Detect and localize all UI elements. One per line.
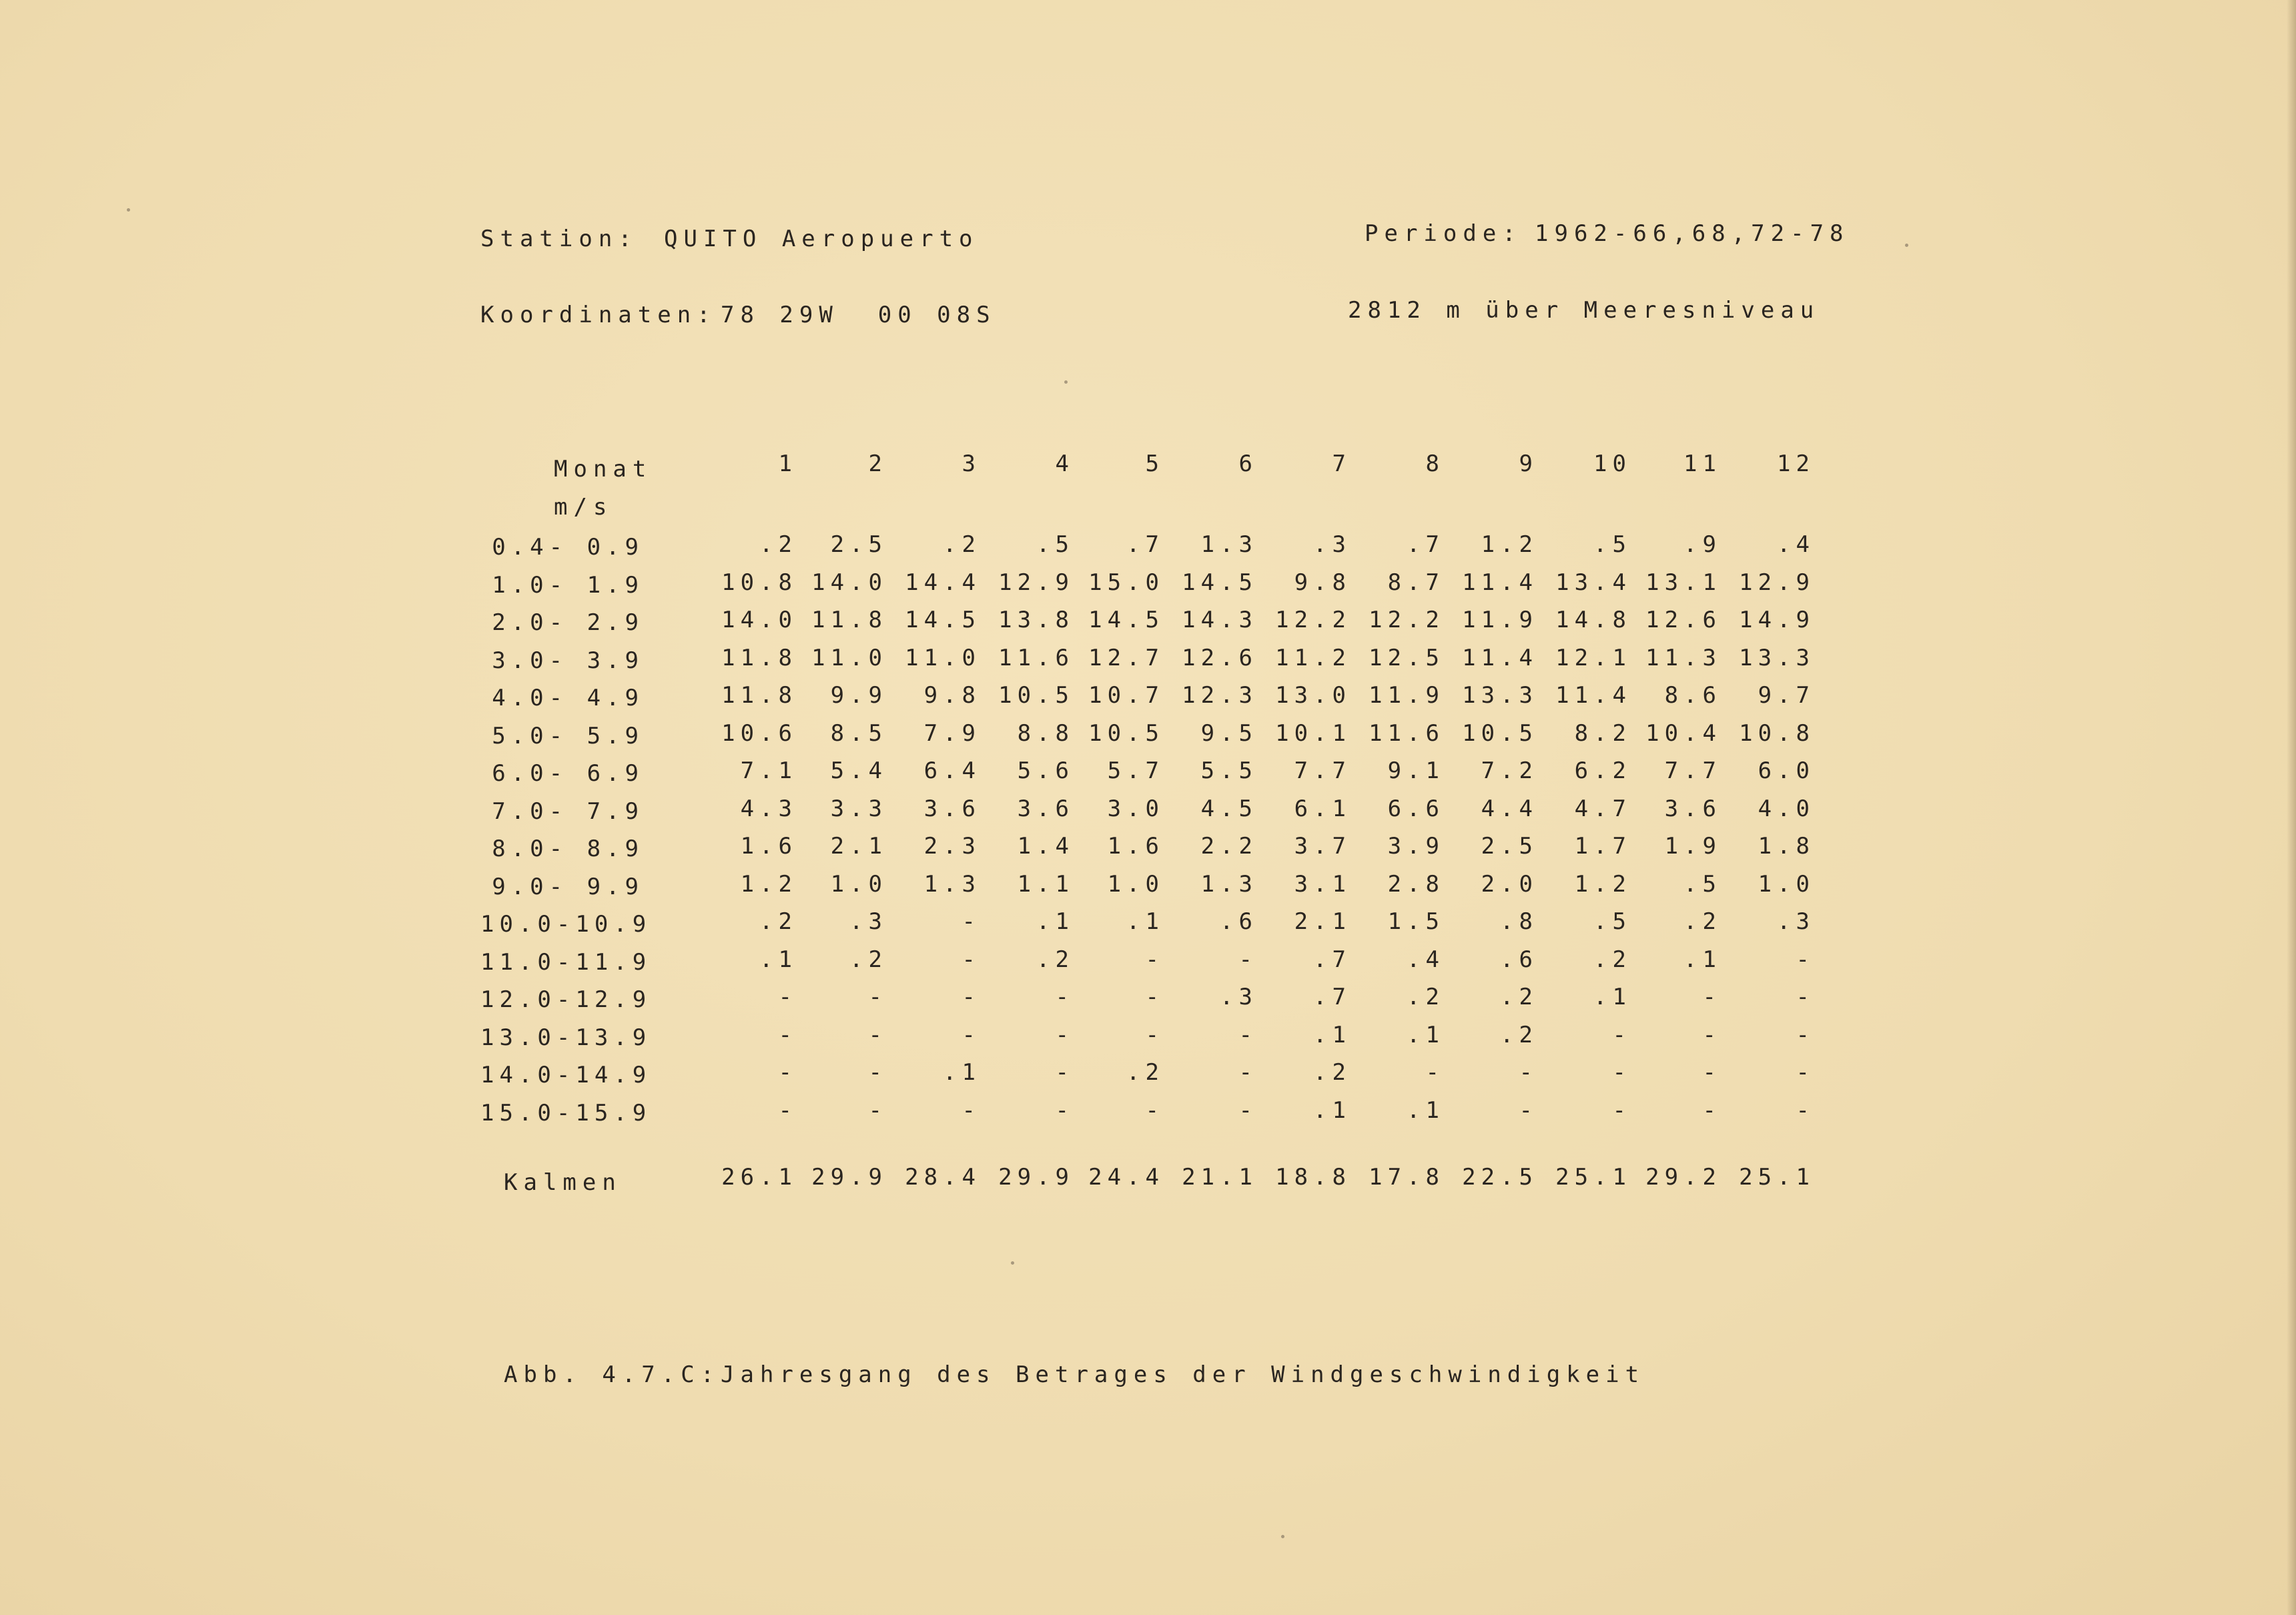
- table-cell: .7: [1407, 531, 1445, 558]
- table-cell: 11.4: [1462, 569, 1538, 596]
- table-cell: 5.7: [1107, 757, 1164, 784]
- table-cell: .1: [1313, 1022, 1351, 1048]
- table-cell: 12.1: [1555, 645, 1631, 671]
- paper-speck: [1281, 1535, 1284, 1538]
- table-cell: .2: [1500, 984, 1538, 1010]
- table-cell: .6: [1220, 908, 1258, 935]
- table-cell: 11.2: [1275, 645, 1351, 671]
- table-cell: 11.0: [811, 645, 887, 671]
- month-number: 9: [1519, 450, 1538, 477]
- figure-number: Abb. 4.7.C:: [504, 1361, 721, 1388]
- table-cell: 12.9: [1739, 569, 1815, 596]
- table-cell: -: [962, 946, 981, 973]
- table-cell: -: [1796, 1097, 1815, 1124]
- table-cell: 10.8: [721, 569, 797, 596]
- table-cell: -: [1145, 946, 1164, 973]
- table-cell: -: [962, 1097, 981, 1124]
- table-cell: 3.6: [1017, 795, 1074, 822]
- speed-class-label: 9.0- 9.9: [492, 874, 644, 900]
- table-cell: 1.6: [740, 833, 797, 860]
- table-cell: 7.7: [1664, 757, 1721, 784]
- table-cell: .7: [1313, 984, 1351, 1010]
- table-cell: 14.0: [811, 569, 887, 596]
- paper-speck: [1064, 380, 1068, 384]
- table-cell: 10.5: [998, 682, 1074, 709]
- month-number: 10: [1593, 450, 1631, 477]
- table-cell: .1: [1683, 946, 1721, 973]
- calm-value: 25.1: [1739, 1164, 1815, 1191]
- table-cell: .5: [1036, 531, 1074, 558]
- unit-header: m/s: [554, 494, 613, 521]
- table-cell: .8: [1500, 908, 1538, 935]
- coordinates-value: 78 29W 00 08S: [721, 302, 996, 328]
- table-cell: 6.4: [923, 757, 981, 784]
- table-cell: -: [868, 1022, 887, 1048]
- table-cell: 11.8: [811, 607, 887, 633]
- table-cell: 14.5: [1182, 569, 1258, 596]
- table-cell: 6.2: [1574, 757, 1631, 784]
- table-cell: 1.8: [1758, 833, 1815, 860]
- table-cell: -: [962, 908, 981, 935]
- table-cell: -: [1238, 1097, 1258, 1124]
- table-cell: -: [868, 1097, 887, 1124]
- table-cell: 10.8: [1739, 720, 1815, 747]
- table-cell: 1.0: [1758, 871, 1815, 898]
- table-cell: 12.6: [1182, 645, 1258, 671]
- table-cell: 9.9: [830, 682, 887, 709]
- table-cell: -: [1145, 1097, 1164, 1124]
- table-cell: 3.1: [1294, 871, 1351, 898]
- table-cell: 1.0: [830, 871, 887, 898]
- month-header: Monat: [554, 456, 653, 482]
- table-cell: .4: [1777, 531, 1815, 558]
- table-cell: 8.5: [830, 720, 887, 747]
- table-cell: 11.8: [721, 682, 797, 709]
- table-cell: 3.3: [830, 795, 887, 822]
- table-cell: 13.0: [1275, 682, 1351, 709]
- table-cell: .2: [1683, 908, 1721, 935]
- table-cell: -: [1055, 1059, 1074, 1086]
- table-cell: .1: [759, 946, 797, 973]
- table-cell: 13.8: [998, 607, 1074, 633]
- month-number: 1: [778, 450, 797, 477]
- calm-value: 25.1: [1555, 1164, 1631, 1191]
- paper-speck: [1011, 1261, 1014, 1265]
- speed-class-label: 3.0- 3.9: [492, 647, 644, 674]
- table-cell: 15.0: [1088, 569, 1164, 596]
- table-cell: -: [1055, 984, 1074, 1010]
- speed-class-label: 7.0- 7.9: [492, 798, 644, 825]
- table-cell: .5: [1593, 531, 1631, 558]
- table-cell: .2: [1313, 1059, 1351, 1086]
- table-cell: 9.5: [1200, 720, 1258, 747]
- table-cell: .1: [1313, 1097, 1351, 1124]
- table-cell: 2.3: [923, 833, 981, 860]
- table-cell: .2: [1407, 984, 1445, 1010]
- table-cell: 11.4: [1462, 645, 1538, 671]
- table-cell: 9.8: [923, 682, 981, 709]
- table-cell: 9.8: [1294, 569, 1351, 596]
- table-cell: 13.3: [1462, 682, 1538, 709]
- table-cell: 13.3: [1739, 645, 1815, 671]
- table-cell: .1: [1126, 908, 1164, 935]
- table-cell: .3: [1313, 531, 1351, 558]
- table-cell: 1.9: [1664, 833, 1721, 860]
- table-cell: .2: [849, 946, 887, 973]
- calm-value: 21.1: [1182, 1164, 1258, 1191]
- elevation: 2812 m über Meeresniveau: [1348, 297, 1820, 324]
- table-cell: 1.3: [1200, 531, 1258, 558]
- table-cell: 8.8: [1017, 720, 1074, 747]
- table-cell: 7.1: [740, 757, 797, 784]
- table-cell: .7: [1126, 531, 1164, 558]
- table-cell: 1.7: [1574, 833, 1631, 860]
- table-cell: .2: [759, 531, 797, 558]
- speed-class-label: 0.4- 0.9: [492, 534, 644, 561]
- table-cell: -: [1145, 1022, 1164, 1048]
- table-cell: -: [778, 1097, 797, 1124]
- month-number: 5: [1145, 450, 1164, 477]
- table-cell: -: [1796, 946, 1815, 973]
- table-cell: .7: [1313, 946, 1351, 973]
- table-cell: .1: [1407, 1022, 1445, 1048]
- period-label: Periode:: [1365, 220, 1522, 247]
- table-cell: 14.3: [1182, 607, 1258, 633]
- table-cell: .5: [1683, 871, 1721, 898]
- table-cell: -: [1425, 1059, 1445, 1086]
- speed-class-label: 4.0- 4.9: [492, 685, 644, 711]
- table-cell: 11.9: [1462, 607, 1538, 633]
- table-cell: .2: [943, 531, 981, 558]
- table-cell: .1: [1593, 984, 1631, 1010]
- table-cell: .5: [1593, 908, 1631, 935]
- table-cell: 12.9: [998, 569, 1074, 596]
- table-cell: 1.3: [1200, 871, 1258, 898]
- table-cell: 11.8: [721, 645, 797, 671]
- table-cell: -: [1702, 984, 1721, 1010]
- table-cell: 6.1: [1294, 795, 1351, 822]
- month-number: 8: [1425, 450, 1445, 477]
- table-cell: -: [778, 1059, 797, 1086]
- speed-class-label: 8.0- 8.9: [492, 836, 644, 862]
- calm-value: 22.5: [1462, 1164, 1538, 1191]
- paper-speck: [1905, 244, 1908, 247]
- table-cell: 4.4: [1481, 795, 1538, 822]
- figure-caption: Jahresgang des Betrages der Windgeschwindigkeit: [721, 1361, 1645, 1388]
- table-cell: 4.7: [1574, 795, 1631, 822]
- table-cell: .3: [849, 908, 887, 935]
- speed-class-label: 6.0- 6.9: [492, 760, 644, 787]
- table-cell: 8.2: [1574, 720, 1631, 747]
- table-cell: 4.3: [740, 795, 797, 822]
- month-number: 11: [1683, 450, 1721, 477]
- speed-class-label: 10.0-10.9: [480, 911, 652, 938]
- table-cell: 2.5: [830, 531, 887, 558]
- table-cell: 14.5: [905, 607, 981, 633]
- table-cell: .2: [1500, 1022, 1538, 1048]
- calm-value: 28.4: [905, 1164, 981, 1191]
- table-cell: 14.4: [905, 569, 981, 596]
- table-cell: -: [868, 1059, 887, 1086]
- table-cell: -: [1145, 984, 1164, 1010]
- table-cell: .9: [1683, 531, 1721, 558]
- station-name: QUITO Aeropuerto: [664, 226, 979, 252]
- table-cell: 1.0: [1107, 871, 1164, 898]
- table-cell: 12.6: [1645, 607, 1721, 633]
- table-cell: -: [1796, 984, 1815, 1010]
- table-cell: 12.5: [1369, 645, 1445, 671]
- table-cell: 4.0: [1758, 795, 1815, 822]
- table-cell: -: [962, 1022, 981, 1048]
- table-cell: -: [1238, 946, 1258, 973]
- calm-value: 24.4: [1088, 1164, 1164, 1191]
- table-cell: 10.5: [1088, 720, 1164, 747]
- table-cell: 2.1: [830, 833, 887, 860]
- page-edge: [2287, 0, 2296, 1615]
- table-cell: -: [1238, 1022, 1258, 1048]
- table-cell: 11.6: [998, 645, 1074, 671]
- table-cell: 11.0: [905, 645, 981, 671]
- station-label: Station:: [480, 226, 638, 252]
- table-cell: -: [1702, 1059, 1721, 1086]
- table-cell: 12.2: [1275, 607, 1351, 633]
- table-cell: 2.8: [1387, 871, 1445, 898]
- month-number: 3: [962, 450, 981, 477]
- table-cell: 12.7: [1088, 645, 1164, 671]
- table-cell: 14.9: [1739, 607, 1815, 633]
- table-cell: 2.2: [1200, 833, 1258, 860]
- table-cell: -: [1796, 1022, 1815, 1048]
- table-cell: .6: [1500, 946, 1538, 973]
- table-cell: 5.6: [1017, 757, 1074, 784]
- table-cell: 12.2: [1369, 607, 1445, 633]
- table-cell: -: [962, 984, 981, 1010]
- table-cell: 14.8: [1555, 607, 1631, 633]
- table-cell: -: [778, 984, 797, 1010]
- table-cell: 6.0: [1758, 757, 1815, 784]
- table-cell: .1: [943, 1059, 981, 1086]
- table-cell: 1.4: [1017, 833, 1074, 860]
- table-cell: -: [1702, 1022, 1721, 1048]
- table-cell: 5.4: [830, 757, 887, 784]
- speed-class-label: 1.0- 1.9: [492, 572, 644, 599]
- table-cell: .2: [1036, 946, 1074, 973]
- table-cell: 8.7: [1387, 569, 1445, 596]
- table-cell: .1: [1407, 1097, 1445, 1124]
- table-cell: -: [1519, 1059, 1538, 1086]
- table-cell: 7.7: [1294, 757, 1351, 784]
- coordinates-label: Koordinaten:: [480, 302, 717, 328]
- speed-class-label: 12.0-12.9: [480, 986, 652, 1013]
- month-number: 4: [1055, 450, 1074, 477]
- table-cell: 14.0: [721, 607, 797, 633]
- table-cell: 1.1: [1017, 871, 1074, 898]
- speed-class-label: 14.0-14.9: [480, 1062, 652, 1088]
- month-number: 6: [1238, 450, 1258, 477]
- table-cell: 13.4: [1555, 569, 1631, 596]
- table-cell: 6.6: [1387, 795, 1445, 822]
- table-cell: -: [868, 984, 887, 1010]
- table-cell: 11.6: [1369, 720, 1445, 747]
- table-cell: 1.2: [1574, 871, 1631, 898]
- speed-class-label: 5.0- 5.9: [492, 723, 644, 749]
- month-number: 7: [1332, 450, 1351, 477]
- table-cell: 1.5: [1387, 908, 1445, 935]
- month-number: 12: [1777, 450, 1815, 477]
- table-cell: .1: [1036, 908, 1074, 935]
- table-cell: 1.2: [1481, 531, 1538, 558]
- table-cell: 10.5: [1462, 720, 1538, 747]
- table-cell: -: [1055, 1022, 1074, 1048]
- table-cell: 8.6: [1664, 682, 1721, 709]
- table-cell: -: [1796, 1059, 1815, 1086]
- table-cell: 14.5: [1088, 607, 1164, 633]
- table-cell: 10.4: [1645, 720, 1721, 747]
- calm-value: 18.8: [1275, 1164, 1351, 1191]
- month-number: 2: [868, 450, 887, 477]
- table-cell: -: [1612, 1022, 1631, 1048]
- table-cell: 1.2: [740, 871, 797, 898]
- calm-label: Kalmen: [504, 1169, 622, 1196]
- table-cell: 3.6: [1664, 795, 1721, 822]
- table-cell: 12.3: [1182, 682, 1258, 709]
- table-cell: -: [1238, 1059, 1258, 1086]
- calm-value: 29.9: [998, 1164, 1074, 1191]
- table-cell: -: [1612, 1059, 1631, 1086]
- table-cell: -: [1519, 1097, 1538, 1124]
- table-cell: -: [1702, 1097, 1721, 1124]
- speed-class-label: 13.0-13.9: [480, 1024, 652, 1051]
- table-cell: .3: [1220, 984, 1258, 1010]
- table-cell: 10.6: [721, 720, 797, 747]
- table-cell: -: [1612, 1097, 1631, 1124]
- table-cell: 3.6: [923, 795, 981, 822]
- table-cell: 10.7: [1088, 682, 1164, 709]
- table-cell: 7.9: [923, 720, 981, 747]
- table-cell: 5.5: [1200, 757, 1258, 784]
- paper-speck: [127, 208, 130, 212]
- table-cell: 1.3: [923, 871, 981, 898]
- table-cell: 3.7: [1294, 833, 1351, 860]
- calm-value: 17.8: [1369, 1164, 1445, 1191]
- calm-value: 29.9: [811, 1164, 887, 1191]
- table-cell: 2.0: [1481, 871, 1538, 898]
- table-cell: 3.9: [1387, 833, 1445, 860]
- table-cell: 9.1: [1387, 757, 1445, 784]
- table-cell: 9.7: [1758, 682, 1815, 709]
- table-cell: 1.6: [1107, 833, 1164, 860]
- table-cell: -: [1055, 1097, 1074, 1124]
- table-cell: .2: [1126, 1059, 1164, 1086]
- calm-value: 29.2: [1645, 1164, 1721, 1191]
- table-cell: .4: [1407, 946, 1445, 973]
- table-cell: 10.1: [1275, 720, 1351, 747]
- table-cell: .3: [1777, 908, 1815, 935]
- table-cell: .2: [759, 908, 797, 935]
- table-cell: 2.1: [1294, 908, 1351, 935]
- table-cell: 4.5: [1200, 795, 1258, 822]
- calm-value: 26.1: [721, 1164, 797, 1191]
- speed-class-label: 2.0- 2.9: [492, 609, 644, 636]
- table-cell: .2: [1593, 946, 1631, 973]
- table-cell: 3.0: [1107, 795, 1164, 822]
- table-cell: 13.1: [1645, 569, 1721, 596]
- table-cell: 11.9: [1369, 682, 1445, 709]
- table-cell: 7.2: [1481, 757, 1538, 784]
- table-cell: 2.5: [1481, 833, 1538, 860]
- table-cell: -: [778, 1022, 797, 1048]
- speed-class-label: 15.0-15.9: [480, 1100, 652, 1126]
- speed-class-label: 11.0-11.9: [480, 949, 652, 976]
- table-cell: 11.4: [1555, 682, 1631, 709]
- table-cell: 11.3: [1645, 645, 1721, 671]
- period-value: 1962-66,68,72-78: [1535, 220, 1850, 247]
